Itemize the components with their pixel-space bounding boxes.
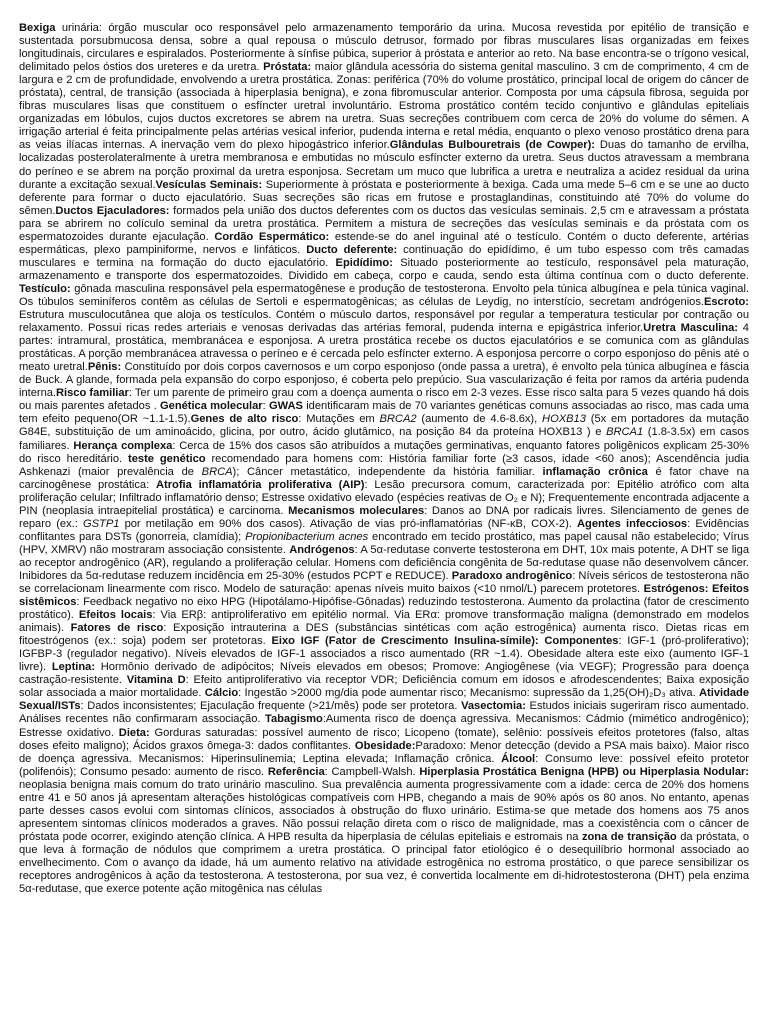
text-run: : A 5α-redutase converte testosterona em DHT, 10x mais potente, A DHT se liga ao receptor androgênico (AR), regulando a proliferação celular. Homens com deficiência congênita de 5α-redutase quase não desenvolvem câncer. Inibidores da 5α-redutase reduzem incidência em 25-30% (estudos PCPT e REDUCE).: [19, 543, 749, 582]
text-run: da próstata, o que leva à formação de nódulos que comprimem a uretra prostática. O principal fator etiológico é o desequilíbrio hormonal associado ao envelhecimento. Com o avanço da idade, há um aumento relativo na atividade estrogênica no estroma prostático, o que parece sensibilizar os receptores androgênicos à ação da testosterona. A testosterona, por sua vez, é convertida localmente em di-hidrotestosterona (DHT) pela enzima 5α-redutase, que exerce potente ação mitogênica nas células: [19, 830, 749, 896]
bold-term: Hiperplasia Prostática Benigna (HPB) ou Hiperplasia Nodular:: [419, 765, 749, 778]
bold-term: Mecanismos moleculares: [288, 504, 425, 517]
bold-term: Dieta:: [118, 726, 150, 739]
text-run: Superiormente à próstata e posteriormente à bexiga. Cada uma mede 5–6 cm e se une ao ducto deferente para formar o ducto ejaculatório. Suas secreções são ricas em frutose e prostaglandinas, constituindo até 70% do volume do sêmen.: [19, 178, 750, 217]
bold-term: Andrógenos: [289, 543, 355, 556]
text-run: formados pela união dos ductos deferentes com os ductos das vesículas seminais. 2,5 cm e atravessam a próstata para se abrirem no colículo seminal da uretra prostática. Permitem a mistura de secreções das vesículas seminais e da próstata com os espermatozoides durante ejaculação.: [19, 204, 750, 243]
italic-term: BRCA1: [606, 426, 644, 439]
text-run: : Lesão precursora comum, caracterizada por: Epitélio atrófico com alta proliferação celular; Infiltrado inflamatório denso; Estresse oxidativo elevado (espécies reativas de O₂ e N); Frequentemente encontrada adjacente a PIN (neoplasia intraepitelial prostática) e carcinoma.: [19, 478, 749, 517]
text-run: (5x em portadores da mutação G84E, substituição de um aminoácido, glicina, por outro, ácido glutâmico, na posição 84 da proteína HOXB13 ) e: [19, 413, 749, 439]
bold-term: Bexiga: [19, 22, 56, 34]
text-run: : Danos ao DNA por radicais livres. Silenciamento de genes de reparo (ex.:: [19, 504, 750, 530]
text-run: : Ingestão >2000 mg/dia pode aumentar risco; Mecanismo: supressão da 1,25(OH)₂D₃ ativa.: [238, 687, 700, 700]
text-run: recomendado para homens com: História familiar forte (≥3 casos, idade <60 anos); Ascendência judia Ashkenazi (maior prevalência de: [19, 452, 749, 478]
bold-term: Cordão Espermático:: [214, 230, 330, 243]
bold-term: Álcool: [501, 752, 536, 765]
text-run: neoplasia benigna mais comum do trato urinário masculino. Sua prevalência aumenta progressivamente com a idade: cerca de 20% dos homens entre 41 e 50 anos já apresentam alterações histológicas compatíveis com HPB, chegando a mais de 90% após os 80 anos. No entanto, apenas parte desses casos evolui com sintomas clínicos, associados à obstrução do fluxo urinário. Estima-se que metade dos homens aos 75 anos apresentem sintomas clínicos moderados a graves. Não possui relação direta com o risco de malignidade, mas a coexistência com o câncer de próstata pode ocorrer, exigindo atenção clínica. A HPB resulta da hiperplasia de células epiteliais e estromais na: [19, 778, 749, 843]
text-run: :Aumenta risco de doença agressiva. Mecanismos: Cádmio (mimético androgênico); Estresse oxidativo.: [19, 713, 750, 739]
italic-term: BRCA: [201, 465, 233, 478]
bold-term: Ducto deferente:: [306, 243, 398, 256]
text-run: :: [262, 400, 269, 413]
text-run: Estudos iniciais sugeriram risco aumentado. Análises recentes não confirmaram associação.: [19, 700, 749, 726]
text-run: : Via ERβ: antiproliferativo em epitélio normal. Via ERα: promove transformação maligna (demonstrado em modelos animais).: [19, 609, 749, 635]
text-run: Constituído por dois corpos cavernosos e um corpo esponjoso (onde passa a uretra), é envolto pela túnica albugínea e fáscia de Buck. A glande, formada pela expansão do corpo esponjoso, é coberta pelo prepúcio. Sua vascularização é feita por ramos da artéria pudenda interna.: [19, 361, 750, 400]
bold-term: Vasectomia:: [461, 700, 526, 713]
bold-term: Efeitos locais: [78, 609, 153, 622]
bold-term: Glândulas Bulbouretrais (de Cowper):: [389, 139, 595, 152]
text-run: : Feedback negativo no eixo HPG (Hipotálamo-Hipófise-Gônadas) reduzindo testosterona. Aumento da prolactina (fator de crescimento prostático).: [19, 596, 749, 622]
text-run: continuação do epidídimo, é um tubo espesso com três camadas musculares e termina na formação do ducto ejaculatório.: [19, 243, 749, 269]
bold-term: Vesículas Seminais:: [155, 178, 263, 191]
bold-term: Atividade Sexual/ISTs: [19, 687, 749, 713]
text-run: : Cerca de 15% dos casos são atribuídos a mutações germinativas, enquanto fatores poligênicos explicam 25-30% do risco hereditário.: [19, 439, 750, 465]
text-run: : IGF-1 (pró-proliferativo); IGFBP-3 (regulador negativo). Níveis elevados de IGF-1 associados a risco aumentado (RR ~1.4). Obesidade altera este eixo (aumento IGF-1 livre).: [19, 635, 749, 674]
bold-term: GWAS: [268, 400, 303, 413]
text-run: identificaram mais de 70 variantes genéticas comuns associadas ao risco, mas cada uma tem efeito pequeno(OR ~1.1-1.5).: [19, 400, 749, 426]
bold-term: Eixo IGF (Fator de Crescimento Insulina-símile): Componentes: [271, 635, 619, 648]
bold-term: Epidídimo:: [335, 256, 393, 269]
text-run: estende-se do anel inguinal até o testículo. Contém o ducto deferente, artérias espermáticas, plexo pampiniforme, nervos e linfáticos.: [19, 230, 749, 256]
text-run: (aumento de 4.6-8.6x),: [416, 413, 543, 426]
bold-term: Referência: [267, 765, 325, 778]
text-run: : Exposição intrauterina a DES (substâncias sintéticas com ação estrogênica) aumenta risco. Dietas ricas em fitoestrógenos (ex.: soja) podem ser protetoras.: [19, 622, 749, 648]
bold-term: Agentes infecciosos: [577, 517, 688, 530]
text-run: maior glândula acessória do sistema genital masculino. 3 cm de comprimento, 4 cm de largura e 2 cm de profundidade, envolvendo a uretra prostática. Zonas: periférica (70% do volume prostático, principal local de origem do câncer de próstata), central, de transição (associada à hiperplasia benigna), e zona fibromuscular anterior. Composta por uma cápsula fibrosa, seguida por fibras musculares lisas que constituem o esfíncter uretral involuntário. Estroma prostático contém tecido conjuntivo e glândulas epiteliais organizadas em lóbulos, cujos ductos excretores se abrem na uretra. Suas secreções contribuem com cerca de 20% do volume do sêmen. A irrigação arterial é feita principalmente pelas artérias vesical inferior, pudenda interna e retal média, enquanto o plexo venoso prostático drena para as veias ilíacas internas. A inervação vem do plexo hipogástrico inferior.: [19, 61, 749, 152]
italic-term: GSTP1: [82, 517, 120, 530]
italic-term: HOXB13: [542, 413, 586, 426]
text-run: Estrutura musculocutânea que aloja os testículos. Contém o músculo dartos, responsável por regular a temperatura testicular por contração ou relaxamento. Possui ricas redes arteriais e venosas derivadas das artérias femoral, pudenda interna e epigástrica inferior.: [19, 309, 749, 335]
bold-term: zona de transição: [581, 830, 677, 843]
text-run: Situado posteriormente ao testículo, responsável pela maturação, armazenamento e transporte dos espermatozoides. Dividido em cabeça, corpo e cauda, sendo esta última contínua com o ducto deferente.: [19, 256, 749, 282]
bold-term: Ductos Ejaculadores:: [55, 204, 170, 217]
bold-term: Escroto:: [703, 295, 749, 308]
text-run: : Efeito antiproliferativo via receptor VDR; Deficiência comum em idosos e afrodescendentes; Baixa exposição solar associada a maior mortalidade.: [19, 674, 749, 700]
text-run: : Consumo leve: possível efeito protetor (polifenóis); Consumo pesado: aumento de risco.: [19, 752, 750, 778]
text-run: : Níveis séricos de testosterona não se correlacionam linearmente com risco. Modelo de saturação: apenas níveis muito baixos (<10 nmol/L) parecem protetores.: [19, 569, 749, 596]
text-run: Duas do tamanho de ervilha, localizadas posterolateralmente à uretra membranosa e embutidas no músculo esfíncter externo da uretra. Seus ductos atravessam a membrana do períneo e se abrem na porção proximal da uretra esponjosa. Secretam um muco que lubrifica a uretra e neutraliza a acidez residual da urina durante a excitação sexual.: [19, 139, 749, 191]
bold-term: Uretra Masculina:: [643, 322, 738, 335]
document-body-text: [19, 22, 749, 896]
text-run: ); Câncer metastático, independente da história familiar.: [232, 465, 543, 478]
bold-term: Estrógenos: Efeitos sistêmicos: [19, 583, 749, 609]
text-run: : Evidências conflitantes para DSTs (gonorreia, clamídia);: [19, 517, 750, 543]
text-run: : Campbell-Walsh.: [324, 765, 420, 778]
text-run: (1.8-3.5x) em casos familiares.: [19, 426, 750, 452]
text-run: urinária: órgão muscular oco responsável pelo armazenamento temporário da urina. Mucosa revestida por epitélio de transição e sustentada porsubmucosa densa, sobre a qual repousa o músculo detrusor, formado por fibras musculares lisas organizadas em feixes longitudinais, circulares e espiralados. Posteriormente à sínfise púbica, superior à próstata e anterior ao reto. Na base encontra-se o trígono vesical, delimitado pelos óstios dos ureteres e da uretra.: [19, 22, 749, 74]
text-run: Gorduras saturadas: possível aumento de risco; Licopeno (tomate), selênio: possíveis efeitos protetores (falso, altas doses efeito maligno); Ácidos graxos ômega-3: dados conflitantes.: [19, 726, 749, 752]
bold-term: Cálcio: [204, 687, 239, 700]
bold-term: Genes de alto risco: [190, 413, 299, 426]
bold-term: Testículo:: [19, 282, 71, 295]
text-run: 4 partes: intramural, prostática, membranácea e esponjosa. A uretra prostática recebe os ductos ejaculatórios e se comunica com as glândulas prostáticas. A porção membranácea atravessa o períneo e é cercada pelo esfíncter externo. A esponjosa percorre o corpo esponjoso do pênis até o meato uretral.: [19, 322, 749, 374]
bold-term: Paradoxo androgênico: [451, 569, 573, 582]
text-run: : Ter um parente de primeiro grau com a doença aumenta o risco em 2-3 vezes. Esse risco salta para 5 vezes quando há dois ou mais parentes afetados .: [19, 387, 749, 413]
bold-term: Vitamina D: [126, 674, 186, 687]
bold-term: inflamação crônica: [542, 465, 648, 478]
italic-term: Propionibacterium acnes: [245, 530, 369, 543]
bold-term: Próstata:: [263, 61, 312, 74]
bold-term: teste genético: [128, 452, 206, 465]
text-run: Paradoxo: Menor detecção (devido a PSA mais baixo). Maior risco de doença agressiva. Mecanismos: Hiperinsulinemia; Leptina elevada; Inflamação crônica.: [19, 739, 749, 765]
bold-term: Risco familiar: [56, 387, 129, 400]
bold-term: Herança complexa: [73, 439, 173, 452]
text-run: Hormônio derivado de adipócitos; Níveis elevados em obesos; Promove: Angiogênese (via VEGF); Progressão para doença castração-resistente.: [19, 661, 749, 687]
bold-term: Fatores de risco: [70, 622, 164, 635]
text-run: por metilação em 90% dos casos). Ativação de vias pró-inflamatórias (NF-κB, COX-2).: [119, 517, 578, 530]
bold-term: Tabagismo: [265, 713, 323, 726]
bold-term: Genética molecular: [160, 400, 263, 413]
bold-term: Leptina:: [51, 661, 96, 674]
text-run: : Mutações em: [298, 413, 380, 426]
text-run: gônada masculina responsável pela espermatogênese e produção de testosterona. Envolto pela túnica albugínea e pela túnica vaginal. Os túbulos seminíferos contêm as células de Sertoli e espermatogênicas; as células de Leydig, no interstício, secretam andrógenios.: [19, 282, 749, 308]
text-run: encontrado em tecido prostático, mas papel causal não estabelecido; Vírus (HPV, XMRV) não mostraram associação consistente.: [19, 530, 749, 556]
bold-term: Pênis:: [87, 361, 122, 374]
bold-term: Atrofia inflamatória proliferativa (AIP): [156, 478, 365, 491]
bold-term: Obesidade:: [354, 739, 416, 752]
text-run: : Dados inconsistentes; Ejaculação frequente (>21/mês) pode ser protetora.: [80, 700, 462, 713]
italic-term: BRCA2: [379, 413, 417, 426]
text-run: é fator chave na carcinogênese prostática:: [19, 465, 749, 491]
